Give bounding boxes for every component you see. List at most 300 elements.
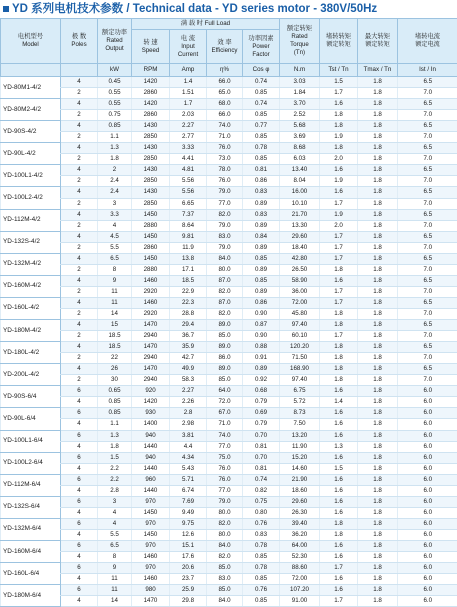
nm-cell: 168.90 <box>280 364 320 375</box>
kw-cell: 1.1 <box>98 132 132 143</box>
p-cell: 4 <box>61 574 98 585</box>
kw-cell: 2.2 <box>98 463 132 474</box>
tst-cell: 2.0 <box>320 220 358 231</box>
kw-cell: 11 <box>98 585 132 596</box>
tst-cell: 1.6 <box>320 452 358 463</box>
rpm-cell: 2860 <box>132 110 170 121</box>
table-row <box>1 375 457 386</box>
p-cell: 2 <box>61 132 98 143</box>
ist-cell: 6.5 <box>398 143 457 154</box>
table-body <box>1 77 457 607</box>
amp-cell: 13.8 <box>170 253 207 264</box>
p-cell: 4 <box>61 209 98 220</box>
tst-cell: 1.6 <box>320 585 358 596</box>
eff-cell: 71.0 <box>207 419 243 430</box>
model-cell: YD-132M-4/2 <box>1 253 61 275</box>
p-cell: 4 <box>61 419 98 430</box>
rpm-cell: 1440 <box>132 463 170 474</box>
tmax-cell: 1.8 <box>358 463 398 474</box>
cos-cell: 0.78 <box>243 540 280 551</box>
table-row <box>1 165 457 176</box>
eff-cell: 72.0 <box>207 397 243 408</box>
kw-cell: 0.55 <box>98 88 132 99</box>
rpm-cell: 1430 <box>132 165 170 176</box>
nm-cell: 3.70 <box>280 99 320 110</box>
table-row <box>1 596 457 607</box>
rpm-cell: 1460 <box>132 275 170 286</box>
model-cell: YD-112M-4/2 <box>1 209 61 231</box>
amp-cell: 5.56 <box>170 187 207 198</box>
cos-cell: 0.85 <box>243 552 280 563</box>
ist-cell: 6.5 <box>398 187 457 198</box>
amp-cell: 58.3 <box>170 375 207 386</box>
p-cell: 6 <box>61 496 98 507</box>
unit-cell: Amp <box>170 64 207 77</box>
eff-cell: 87.0 <box>207 275 243 286</box>
amp-cell: 23.7 <box>170 574 207 585</box>
ist-cell: 6.0 <box>398 419 457 430</box>
cos-cell: 0.89 <box>243 286 280 297</box>
ist-cell: 6.5 <box>398 275 457 286</box>
tmax-cell: 1.8 <box>358 110 398 121</box>
p-cell: 2 <box>61 88 98 99</box>
table-row <box>1 485 457 496</box>
p-cell: 4 <box>61 231 98 242</box>
rpm-cell: 1450 <box>132 209 170 220</box>
tmax-cell: 1.8 <box>358 242 398 253</box>
eff-cell: 77.0 <box>207 198 243 209</box>
amp-cell: 17.1 <box>170 264 207 275</box>
rpm-cell: 930 <box>132 408 170 419</box>
ist-cell: 6.0 <box>398 463 457 474</box>
cos-cell: 0.88 <box>243 342 280 353</box>
eff-cell: 84.0 <box>207 253 243 264</box>
model-cell: YD-160L-6/4 <box>1 563 61 585</box>
rpm-cell: 920 <box>132 386 170 397</box>
tst-cell: 1.6 <box>320 165 358 176</box>
tmax-cell: 1.8 <box>358 143 398 154</box>
cos-cell: 0.74 <box>243 77 280 88</box>
kw-cell: 0.45 <box>98 77 132 88</box>
ist-cell: 6.5 <box>398 364 457 375</box>
eff-cell: 71.0 <box>207 132 243 143</box>
nm-cell: 29.60 <box>280 231 320 242</box>
amp-cell: 4.41 <box>170 154 207 165</box>
tst-cell: 1.7 <box>320 297 358 308</box>
nm-cell: 6.03 <box>280 154 320 165</box>
model-cell: YD-132M-6/4 <box>1 518 61 540</box>
amp-cell: 2.77 <box>170 132 207 143</box>
tmax-cell: 1.8 <box>358 132 398 143</box>
eff-cell: 82.0 <box>207 518 243 529</box>
amp-cell: 12.6 <box>170 529 207 540</box>
tmax-cell: 1.8 <box>358 88 398 99</box>
model-cell: YD-180L-4/2 <box>1 342 61 364</box>
nm-cell: 3.03 <box>280 77 320 88</box>
tmax-cell: 1.8 <box>358 474 398 485</box>
kw-cell: 14 <box>98 596 132 607</box>
p-cell: 6 <box>61 430 98 441</box>
rpm-cell: 1440 <box>132 441 170 452</box>
rpm-cell: 2920 <box>132 308 170 319</box>
nm-cell: 18.40 <box>280 242 320 253</box>
tmax-cell: 1.8 <box>358 209 398 220</box>
ist-cell: 7.0 <box>398 88 457 99</box>
ist-cell: 6.0 <box>398 552 457 563</box>
unit-cell: Cos φ <box>243 64 280 77</box>
tmax-cell: 1.8 <box>358 231 398 242</box>
tmax-cell: 1.8 <box>358 452 398 463</box>
tst-cell: 1.9 <box>320 176 358 187</box>
p-cell: 4 <box>61 529 98 540</box>
p-cell: 4 <box>61 275 98 286</box>
eff-cell: 76.0 <box>207 176 243 187</box>
kw-cell: 4 <box>98 507 132 518</box>
kw-cell: 6.5 <box>98 253 132 264</box>
kw-cell: 11 <box>98 297 132 308</box>
tst-cell: 1.8 <box>320 320 358 331</box>
ist-cell: 6.5 <box>398 99 457 110</box>
eff-cell: 74.0 <box>207 430 243 441</box>
p-cell: 4 <box>61 320 98 331</box>
model-cell: YD-112M-6/4 <box>1 474 61 496</box>
tst-cell: 1.9 <box>320 132 358 143</box>
amp-cell: 3.33 <box>170 143 207 154</box>
amp-cell: 20.6 <box>170 563 207 574</box>
rpm-cell: 1430 <box>132 187 170 198</box>
unit-cell: Tmax / Tn <box>358 64 398 77</box>
nm-cell: 16.00 <box>280 187 320 198</box>
tst-cell: 1.7 <box>320 198 358 209</box>
rpm-cell: 2850 <box>132 132 170 143</box>
tst-cell: 1.9 <box>320 209 358 220</box>
table-row <box>1 198 457 209</box>
cos-cell: 0.76 <box>243 585 280 596</box>
eff-cell: 76.0 <box>207 463 243 474</box>
tmax-cell: 1.8 <box>358 408 398 419</box>
table-row <box>1 496 457 507</box>
kw-cell: 3 <box>98 496 132 507</box>
table-row <box>1 430 457 441</box>
cos-cell: 0.76 <box>243 518 280 529</box>
nm-cell: 8.68 <box>280 143 320 154</box>
cos-cell: 0.85 <box>243 574 280 585</box>
eff-cell: 86.0 <box>207 353 243 364</box>
rpm-cell: 2850 <box>132 176 170 187</box>
tmax-cell: 1.8 <box>358 518 398 529</box>
table-row <box>1 441 457 452</box>
table-row <box>1 242 457 253</box>
tmax-cell: 1.8 <box>358 552 398 563</box>
header-power-factor: 功率因素 Power Factor <box>243 30 280 64</box>
ist-cell: 6.0 <box>398 474 457 485</box>
eff-cell: 85.0 <box>207 375 243 386</box>
cos-cell: 0.74 <box>243 99 280 110</box>
table-row <box>1 253 457 264</box>
kw-cell: 11 <box>98 286 132 297</box>
nm-cell: 45.80 <box>280 308 320 319</box>
ist-cell: 7.0 <box>398 353 457 364</box>
amp-cell: 29.4 <box>170 320 207 331</box>
p-cell: 4 <box>61 342 98 353</box>
kw-cell: 2.4 <box>98 176 132 187</box>
header-max-torque: 最大转矩 额定转矩 <box>358 19 398 64</box>
tst-cell: 1.6 <box>320 574 358 585</box>
rpm-cell: 2880 <box>132 220 170 231</box>
kw-cell: 0.55 <box>98 99 132 110</box>
rpm-cell: 1470 <box>132 320 170 331</box>
p-cell: 2 <box>61 264 98 275</box>
table-row <box>1 364 457 375</box>
p-cell: 6 <box>61 585 98 596</box>
cos-cell: 0.91 <box>243 353 280 364</box>
tst-cell: 1.6 <box>320 474 358 485</box>
tst-cell: 1.6 <box>320 408 358 419</box>
table-row <box>1 397 457 408</box>
amp-cell: 7.37 <box>170 209 207 220</box>
table-row <box>1 563 457 574</box>
amp-cell: 42.7 <box>170 353 207 364</box>
table-row <box>1 342 457 353</box>
cos-cell: 0.83 <box>243 209 280 220</box>
kw-cell: 0.85 <box>98 121 132 132</box>
tmax-cell: 1.8 <box>358 308 398 319</box>
table-row <box>1 540 457 551</box>
rpm-cell: 2850 <box>132 198 170 209</box>
model-cell: YD-200L-4/2 <box>1 364 61 386</box>
unit-cell: η% <box>207 64 243 77</box>
tmax-cell: 1.8 <box>358 342 398 353</box>
tst-cell: 1.7 <box>320 596 358 607</box>
table-row <box>1 331 457 342</box>
kw-cell: 11 <box>98 574 132 585</box>
eff-cell: 77.0 <box>207 441 243 452</box>
rpm-cell: 2880 <box>132 264 170 275</box>
rpm-cell: 1450 <box>132 231 170 242</box>
nm-cell: 2.52 <box>280 110 320 121</box>
nm-cell: 39.40 <box>280 518 320 529</box>
model-cell: YD-132S-6/4 <box>1 496 61 518</box>
table-row <box>1 585 457 596</box>
rpm-cell: 2940 <box>132 331 170 342</box>
ist-cell: 7.0 <box>398 198 457 209</box>
tst-cell: 1.8 <box>320 518 358 529</box>
ist-cell: 6.0 <box>398 585 457 596</box>
model-cell: YD-160M-6/4 <box>1 540 61 562</box>
model-cell: YD-90S-4/2 <box>1 121 61 143</box>
model-cell: YD-90S-6/4 <box>1 386 61 408</box>
eff-cell: 84.0 <box>207 540 243 551</box>
rpm-cell: 970 <box>132 540 170 551</box>
unit-cell: Ist / In <box>398 64 457 77</box>
amp-cell: 22.3 <box>170 297 207 308</box>
title-cn: YD 系列电机技术参数 <box>12 3 123 15</box>
tst-cell: 1.8 <box>320 143 358 154</box>
kw-cell: 0.85 <box>98 408 132 419</box>
eff-cell: 73.0 <box>207 154 243 165</box>
ist-cell: 6.0 <box>398 518 457 529</box>
nm-cell: 72.00 <box>280 297 320 308</box>
ist-cell: 6.0 <box>398 574 457 585</box>
rpm-cell: 980 <box>132 585 170 596</box>
ist-cell: 6.0 <box>398 441 457 452</box>
tmax-cell: 1.8 <box>358 165 398 176</box>
tmax-cell: 1.8 <box>358 397 398 408</box>
amp-cell: 2.27 <box>170 386 207 397</box>
p-cell: 6 <box>61 408 98 419</box>
ist-cell: 6.0 <box>398 496 457 507</box>
table-header <box>1 19 457 77</box>
tmax-cell: 1.8 <box>358 485 398 496</box>
eff-cell: 75.0 <box>207 452 243 463</box>
ist-cell: 6.0 <box>398 529 457 540</box>
eff-cell: 66.0 <box>207 77 243 88</box>
model-cell: YD-90L-4/2 <box>1 143 61 165</box>
table-row <box>1 552 457 563</box>
table-row <box>1 297 457 308</box>
table-row <box>1 474 457 485</box>
kw-cell: 0.75 <box>98 110 132 121</box>
ist-cell: 6.0 <box>398 386 457 397</box>
eff-cell: 66.0 <box>207 110 243 121</box>
cos-cell: 0.89 <box>243 242 280 253</box>
amp-cell: 25.9 <box>170 585 207 596</box>
p-cell: 4 <box>61 485 98 496</box>
rpm-cell: 1460 <box>132 552 170 563</box>
nm-cell: 21.90 <box>280 474 320 485</box>
tst-cell: 1.8 <box>320 529 358 540</box>
eff-cell: 80.0 <box>207 264 243 275</box>
cos-cell: 0.81 <box>243 165 280 176</box>
cos-cell: 0.79 <box>243 397 280 408</box>
tmax-cell: 1.8 <box>358 99 398 110</box>
ist-cell: 7.0 <box>398 286 457 297</box>
tst-cell: 1.8 <box>320 342 358 353</box>
cos-cell: 0.89 <box>243 198 280 209</box>
table-row <box>1 574 457 585</box>
tst-cell: 1.7 <box>320 88 358 99</box>
tmax-cell: 1.8 <box>358 563 398 574</box>
nm-cell: 72.00 <box>280 574 320 585</box>
unit-model-blank <box>1 64 61 77</box>
rpm-cell: 1470 <box>132 596 170 607</box>
p-cell: 6 <box>61 563 98 574</box>
tmax-cell: 1.8 <box>358 198 398 209</box>
title-bullet-icon <box>3 6 9 12</box>
table-row <box>1 264 457 275</box>
table-row <box>1 320 457 331</box>
table-row <box>1 110 457 121</box>
ist-cell: 6.0 <box>398 397 457 408</box>
nm-cell: 26.30 <box>280 507 320 518</box>
header-stall-current: 堵转电流 额定电流 <box>398 19 457 64</box>
tst-cell: 1.3 <box>320 441 358 452</box>
tst-cell: 1.8 <box>320 353 358 364</box>
amp-cell: 18.5 <box>170 275 207 286</box>
kw-cell: 2.2 <box>98 474 132 485</box>
eff-cell: 85.0 <box>207 331 243 342</box>
amp-cell: 2.26 <box>170 397 207 408</box>
tst-cell: 1.8 <box>320 375 358 386</box>
rpm-cell: 1450 <box>132 253 170 264</box>
nm-cell: 88.60 <box>280 563 320 574</box>
eff-cell: 85.0 <box>207 585 243 596</box>
header-poles: 极 数 Poles <box>61 19 98 64</box>
eff-cell: 83.0 <box>207 574 243 585</box>
eff-cell: 78.0 <box>207 165 243 176</box>
table-row <box>1 463 457 474</box>
tst-cell: 1.4 <box>320 397 358 408</box>
tmax-cell: 1.8 <box>358 253 398 264</box>
cos-cell: 0.85 <box>243 275 280 286</box>
table-row <box>1 308 457 319</box>
amp-cell: 35.9 <box>170 342 207 353</box>
rpm-cell: 2860 <box>132 88 170 99</box>
p-cell: 2 <box>61 308 98 319</box>
tst-cell: 1.6 <box>320 507 358 518</box>
p-cell: 2 <box>61 331 98 342</box>
tmax-cell: 1.8 <box>358 507 398 518</box>
eff-cell: 89.0 <box>207 364 243 375</box>
cos-cell: 0.84 <box>243 231 280 242</box>
cos-cell: 0.80 <box>243 507 280 518</box>
amp-cell: 3.81 <box>170 430 207 441</box>
eff-cell: 82.0 <box>207 286 243 297</box>
nm-cell: 13.30 <box>280 220 320 231</box>
tst-cell: 1.7 <box>320 331 358 342</box>
ist-cell: 6.5 <box>398 165 457 176</box>
rpm-cell: 1450 <box>132 507 170 518</box>
rpm-cell: 2860 <box>132 242 170 253</box>
table-row <box>1 209 457 220</box>
p-cell: 2 <box>61 242 98 253</box>
p-cell: 6 <box>61 474 98 485</box>
cos-cell: 0.68 <box>243 386 280 397</box>
amp-cell: 1.51 <box>170 88 207 99</box>
rpm-cell: 1470 <box>132 364 170 375</box>
tst-cell: 1.6 <box>320 552 358 563</box>
tst-cell: 1.7 <box>320 242 358 253</box>
tmax-cell: 1.8 <box>358 331 398 342</box>
kw-cell: 1.1 <box>98 419 132 430</box>
cos-cell: 0.70 <box>243 430 280 441</box>
tmax-cell: 1.8 <box>358 220 398 231</box>
tst-cell: 2.0 <box>320 154 358 165</box>
nm-cell: 13.40 <box>280 165 320 176</box>
cos-cell: 0.89 <box>243 264 280 275</box>
tst-cell: 1.7 <box>320 231 358 242</box>
nm-cell: 15.20 <box>280 452 320 463</box>
cos-cell: 0.74 <box>243 474 280 485</box>
tst-cell: 1.6 <box>320 275 358 286</box>
kw-cell: 4 <box>98 518 132 529</box>
nm-cell: 13.20 <box>280 430 320 441</box>
amp-cell: 17.6 <box>170 552 207 563</box>
cos-cell: 0.85 <box>243 253 280 264</box>
eff-cell: 79.0 <box>207 187 243 198</box>
rpm-cell: 970 <box>132 518 170 529</box>
nm-cell: 1.84 <box>280 88 320 99</box>
ist-cell: 7.0 <box>398 308 457 319</box>
p-cell: 6 <box>61 518 98 529</box>
table-row <box>1 99 457 110</box>
rpm-cell: 1400 <box>132 419 170 430</box>
eff-cell: 87.0 <box>207 297 243 308</box>
ist-cell: 6.0 <box>398 452 457 463</box>
page-title <box>0 0 457 18</box>
kw-cell: 2.4 <box>98 187 132 198</box>
nm-cell: 5.68 <box>280 121 320 132</box>
